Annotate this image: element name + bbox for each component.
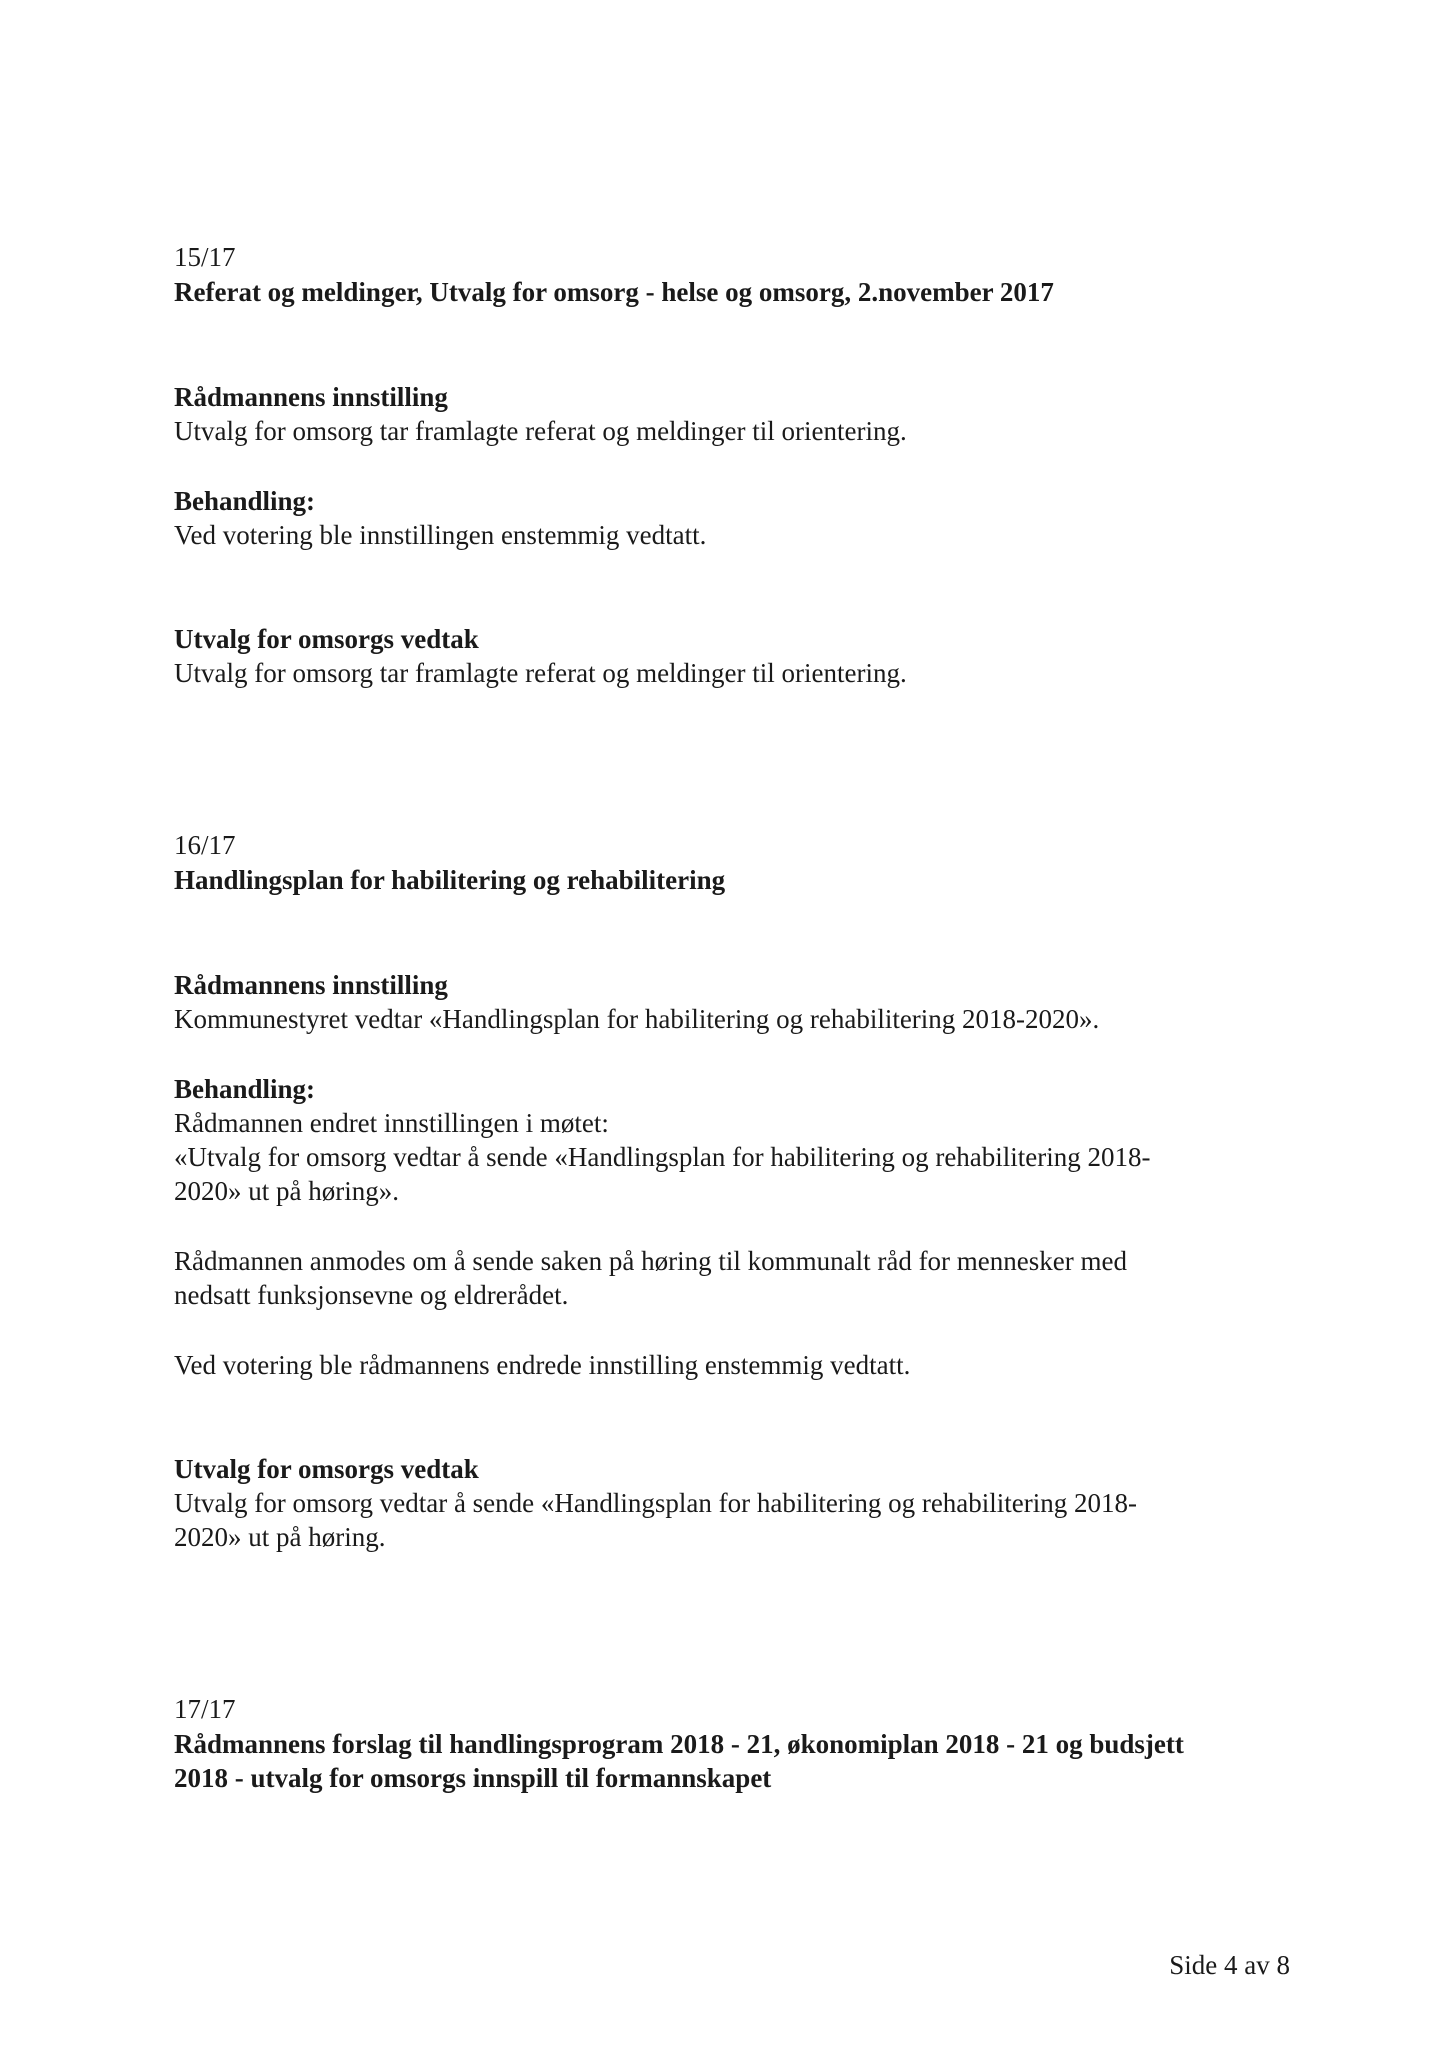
decision-text: Utvalg for omsorg tar framlagte referat og meldinger til orientering. — [174, 658, 907, 688]
case-number: 17/17 — [174, 1694, 236, 1724]
treatment-heading: Behandling: — [174, 486, 316, 516]
case-title: Handlingsplan for habilitering og rehabilitering — [174, 865, 726, 895]
treatment-text-line: Rådmannen endret innstillingen i møtet: — [174, 1108, 609, 1138]
decision-text-line: Utvalg for omsorg vedtar å sende «Handlingsplan for habilitering og rehabilitering 2018- — [174, 1488, 1138, 1518]
recommendation-heading: Rådmannens innstilling — [174, 970, 448, 1000]
treatment-text-line: «Utvalg for omsorg vedtar å sende «Handlingsplan for habilitering og rehabilitering 2018- — [174, 1142, 1151, 1172]
treatment-heading: Behandling: — [174, 1074, 316, 1104]
case-title-line: Rådmannens forslag til handlingsprogram 2018 - 21, økonomiplan 2018 - 21 og budsjett — [174, 1729, 1184, 1759]
treatment-text-line: 2020» ut på høring». — [174, 1176, 399, 1206]
treatment-text-line: nedsatt funksjonsevne og eldrerådet. — [174, 1280, 569, 1310]
case-title: Referat og meldinger, Utvalg for omsorg - helse og omsorg, 2.november 2017 — [174, 277, 1054, 307]
treatment-text-line: Rådmannen anmodes om å sende saken på høring til kommunalt råd for mennesker med — [174, 1246, 1127, 1276]
case-number: 16/17 — [174, 830, 236, 860]
case-title-line: 2018 - utvalg for omsorgs innspill til formannskapet — [174, 1763, 772, 1793]
decision-heading: Utvalg for omsorgs vedtak — [174, 624, 479, 654]
recommendation-text: Utvalg for omsorg tar framlagte referat og meldinger til orientering. — [174, 416, 907, 446]
case-number: 15/17 — [174, 242, 236, 272]
recommendation-heading: Rådmannens innstilling — [174, 382, 448, 412]
treatment-text: Ved votering ble innstillingen enstemmig vedtatt. — [174, 520, 707, 550]
treatment-text-line: Ved votering ble rådmannens endrede innstilling enstemmig vedtatt. — [174, 1350, 911, 1380]
recommendation-text: Kommunestyret vedtar «Handlingsplan for habilitering og rehabilitering 2018-2020». — [174, 1004, 1100, 1034]
decision-heading: Utvalg for omsorgs vedtak — [174, 1454, 479, 1484]
page-number: Side 4 av 8 — [1169, 1950, 1290, 1980]
decision-text-line: 2020» ut på høring. — [174, 1522, 386, 1552]
